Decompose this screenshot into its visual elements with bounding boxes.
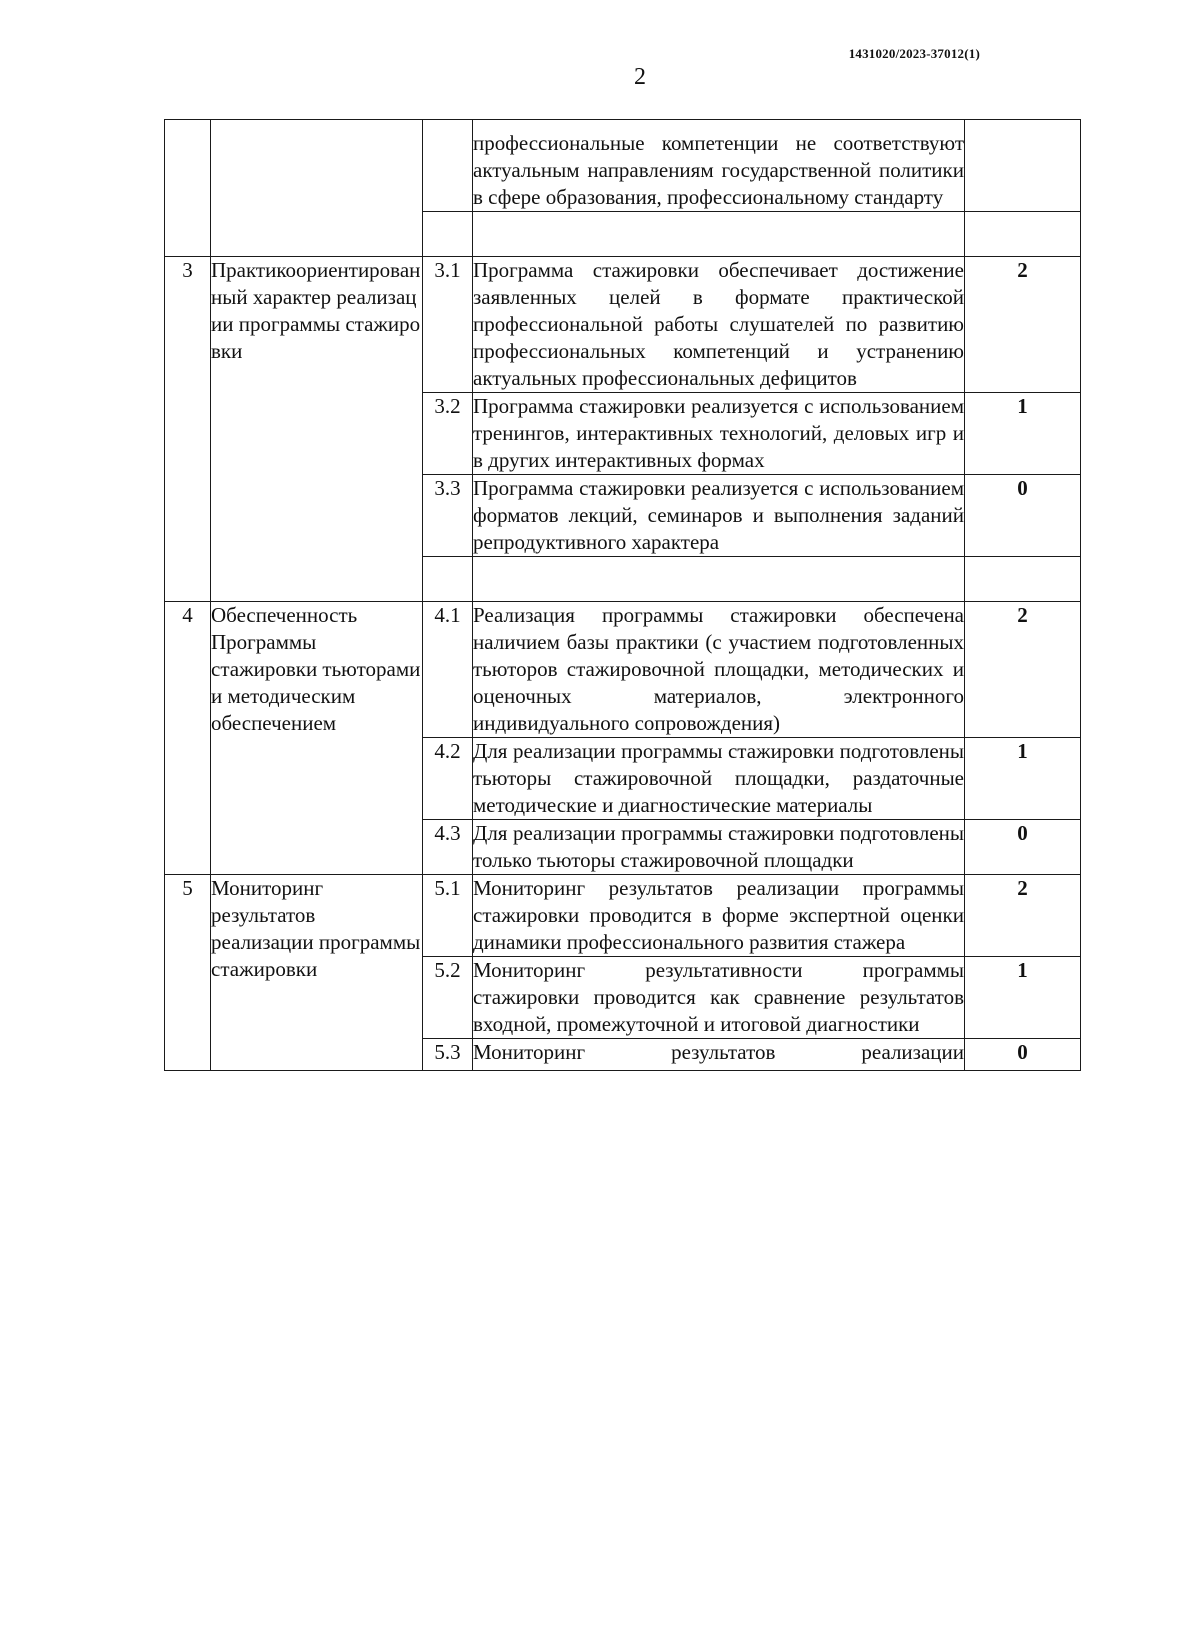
score-cell [965, 212, 1081, 257]
sub-item-description [473, 393, 965, 475]
sub-item-number [423, 212, 473, 257]
description-text: Для реализации программы стажировки подготовлены тьюторы стажировочной площадки, раздаточные методические и диагностические материалы [473, 739, 964, 817]
sub-item-description [473, 875, 965, 957]
description-text: Мониторинг результативности программы стажировки проводится как сравнение результатов входной, промежуточной и итоговой диагностики [473, 958, 964, 1036]
description-text: Для реализации программы стажировки подготовлены только тьюторы стажировочной площадки [473, 821, 964, 872]
table-row [165, 602, 1081, 738]
description-text: Мониторинг результатов реализации программы стажировки проводится в форме экспертной оценки динамики профессионального развития стажера [473, 876, 964, 954]
score-cell: 2 [965, 875, 1081, 957]
description-text: Мониторинг результатов реализации [473, 1040, 964, 1064]
sub-item-description [473, 957, 965, 1039]
criterion-number-cell [165, 120, 211, 257]
table-row [165, 257, 1081, 393]
score-cell: 0 [965, 820, 1081, 875]
continuation-text: профессиональные компетенции не соответствуют актуальным направлениям государственной политики в сфере образования, профессиональному стандарту [473, 131, 964, 209]
sub-item-number: 3.1 [423, 257, 473, 393]
sub-item-number: 4.2 [423, 738, 473, 820]
criterion-number-cell: 4 [165, 602, 211, 875]
sub-item-description [473, 602, 965, 738]
score-cell: 1 [965, 738, 1081, 820]
description-text: Программа стажировки реализуется с использованием форматов лекций, семинаров и выполнения заданий репродуктивного характера [473, 476, 964, 554]
sub-item-description [473, 212, 965, 257]
criterion-name-cell: Мониторинг результатов реализации программы стажировки [211, 875, 423, 1071]
sub-item-number: 4.3 [423, 820, 473, 875]
score-cell: 1 [965, 957, 1081, 1039]
criterion-name-cell [211, 120, 423, 257]
description-text: Программа стажировки обеспечивает достижение заявленных целей в формате практической профессиональной работы слушателей по развитию профессиональных компетенций и устранению актуальных профессиональных дефицитов [473, 258, 964, 390]
sub-item-description [473, 475, 965, 557]
table-row [165, 875, 1081, 957]
criterion-number-cell: 5 [165, 875, 211, 1071]
sub-item-number: 3.2 [423, 393, 473, 475]
description-text: Реализация программы стажировки обеспечена наличием базы практики (с участием подготовленных тьюторов стажировочной площадки, методических и оценочных материалов, электронного индивидуального сопровождения) [473, 603, 964, 735]
score-cell: 0 [965, 1039, 1081, 1071]
sub-item-description [473, 120, 965, 212]
sub-item-description [473, 1039, 965, 1071]
sub-item-number: 5.1 [423, 875, 473, 957]
page-number: 2 [634, 64, 646, 90]
score-cell: 2 [965, 257, 1081, 393]
criterion-name-cell: Обеспеченность Программы стажировки тьюторами и методическим обеспечением [211, 602, 423, 875]
sub-item-number [423, 120, 473, 212]
sub-item-number: 4.1 [423, 602, 473, 738]
sub-item-description [473, 738, 965, 820]
sub-item-number: 5.2 [423, 957, 473, 1039]
score-cell: 2 [965, 602, 1081, 738]
description-text: Программа стажировки реализуется с использованием тренингов, интерактивных технологий, деловых игр и в других интерактивных формах [473, 394, 964, 472]
score-cell: 0 [965, 475, 1081, 557]
sub-item-number [423, 557, 473, 602]
sub-item-number: 5.3 [423, 1039, 473, 1071]
score-cell [965, 557, 1081, 602]
sub-item-number: 3.3 [423, 475, 473, 557]
sub-item-description [473, 820, 965, 875]
criteria-table [164, 119, 1081, 1071]
table-row [165, 120, 1081, 212]
criterion-number-cell: 3 [165, 257, 211, 602]
criterion-name-cell: Практикоориентированный характер реализации программы стажировки [211, 257, 423, 602]
sub-item-description [473, 557, 965, 602]
score-cell: 1 [965, 393, 1081, 475]
document-number: 1431020/2023-37012(1) [848, 46, 980, 61]
score-cell [965, 120, 1081, 212]
sub-item-description [473, 257, 965, 393]
